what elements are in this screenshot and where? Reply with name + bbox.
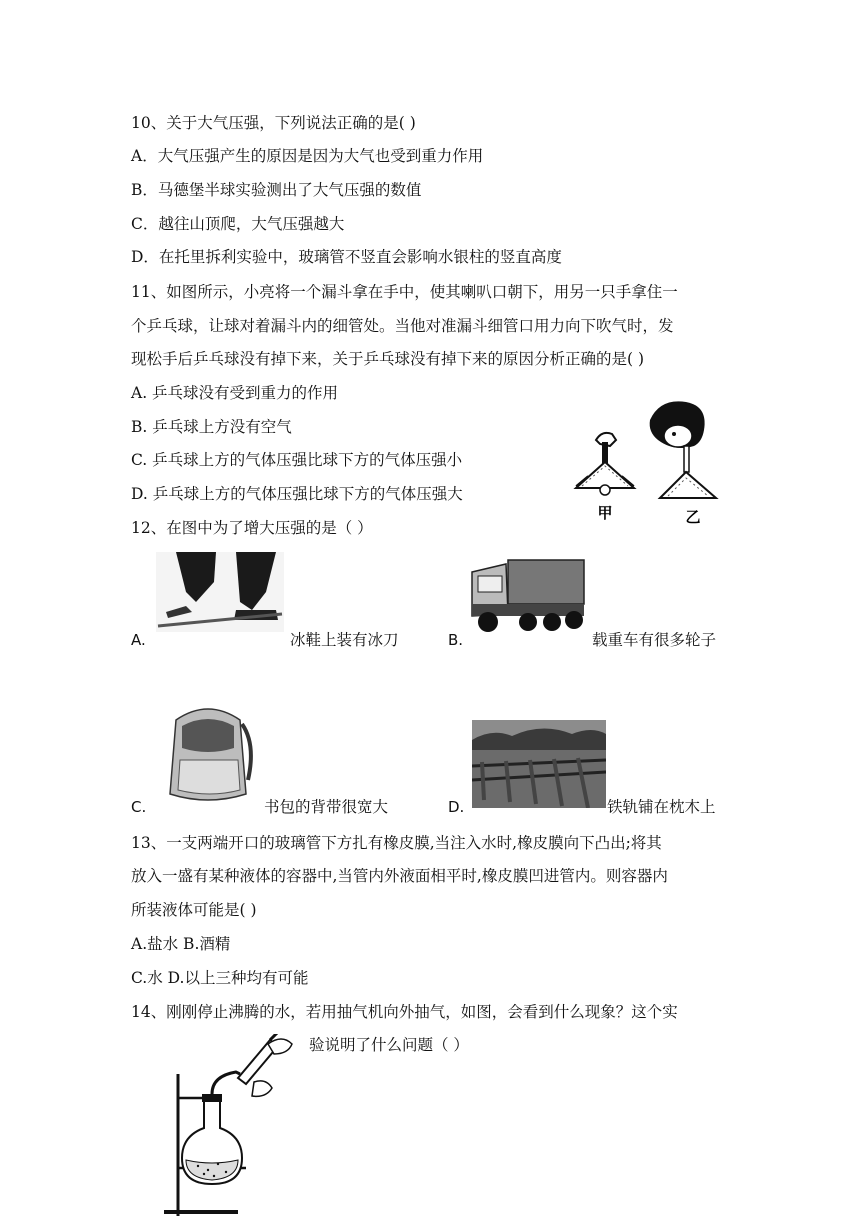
funnel-figure — [568, 398, 736, 526]
q12-option-c-text: 书包的背带很宽大 — [264, 798, 389, 816]
q13-stem-line-2: 放入一盛有某种液体的容器中,当管内外液面相平时,橡皮膜凹进管内。则容器内 — [131, 867, 668, 885]
q12-option-b-text: 载重车有很多轮子 — [592, 631, 717, 649]
q11-stem-line-1: 11、如图所示，小亮将一个漏斗拿在手中，使其喇叭口朝下，用另一只手拿住一 — [131, 283, 678, 301]
q14-stem-line-1: 14、刚刚停止沸腾的水，若用抽气机向外抽气，如图，会看到什么现象？这个实 — [131, 1003, 678, 1021]
q12-option-d-text: 铁轨铺在枕木上 — [607, 798, 716, 816]
q10-option-b: B．马德堡半球实验测出了大气压强的数值 — [131, 181, 422, 199]
q12-option-c-letter: C. — [131, 798, 147, 816]
q13-option-cd: C.水 D.以上三种均有可能 — [131, 969, 309, 987]
q13-option-ab: A.盐水 B.酒精 — [131, 935, 231, 953]
q10-option-a: A．大气压强产生的原因是因为大气也受到重力作用 — [131, 147, 484, 165]
skate-image — [156, 552, 284, 632]
q12-option-a-text: 冰鞋上装有冰刀 — [290, 631, 399, 649]
funnel-yi-drawing — [650, 401, 716, 498]
q10-option-d: D．在托里拆利实验中，玻璃管不竖直会影响水银柱的竖直高度 — [131, 248, 562, 266]
q11-option-b: B. 乒乓球上方没有空气 — [131, 418, 292, 436]
q10-stem: 10、关于大气压强，下列说法正确的是( ) — [131, 114, 416, 132]
railway-image — [472, 720, 606, 808]
q11-option-a: A. 乒乓球没有受到重力的作用 — [131, 384, 339, 402]
q12-option-b-letter: B. — [448, 631, 464, 649]
q11-stem-line-3: 现松手后乒乓球没有掉下来，关于乒乓球没有掉下来的原因分析正确的是( ) — [131, 350, 645, 368]
q13-stem-line-3: 所装液体可能是( ) — [131, 901, 257, 919]
q14-stem-line-2: 验说明了什么问题（ ） — [309, 1036, 469, 1054]
vacuum-pump-figure — [158, 1034, 298, 1216]
q13-stem-line-1: 13、一支两端开口的玻璃管下方扎有橡皮膜,当注入水时,橡皮膜向下凸出;将其 — [131, 834, 662, 852]
q11-option-d: D. 乒乓球上方的气体压强比球下方的气体压强大 — [131, 485, 463, 503]
q12-option-d-letter: D. — [448, 798, 465, 816]
q11-option-c: C. 乒乓球上方的气体压强比球下方的气体压强小 — [131, 451, 463, 469]
q11-stem-line-2: 个乒乓球，让球对着漏斗内的细管处。当他对准漏斗细管口用力向下吹气时，发 — [131, 317, 674, 335]
q12-option-a-letter: A. — [131, 631, 146, 649]
figure-label-yi: 乙 — [685, 508, 701, 526]
backpack-image — [158, 700, 258, 808]
funnel-jia-drawing — [576, 433, 634, 495]
q12-stem: 12、在图中为了增大压强的是（ ） — [131, 519, 373, 537]
truck-image — [466, 550, 588, 640]
q10-option-c: C．越往山顶爬，大气压强越大 — [131, 215, 345, 233]
figure-label-jia: 甲 — [597, 504, 613, 522]
